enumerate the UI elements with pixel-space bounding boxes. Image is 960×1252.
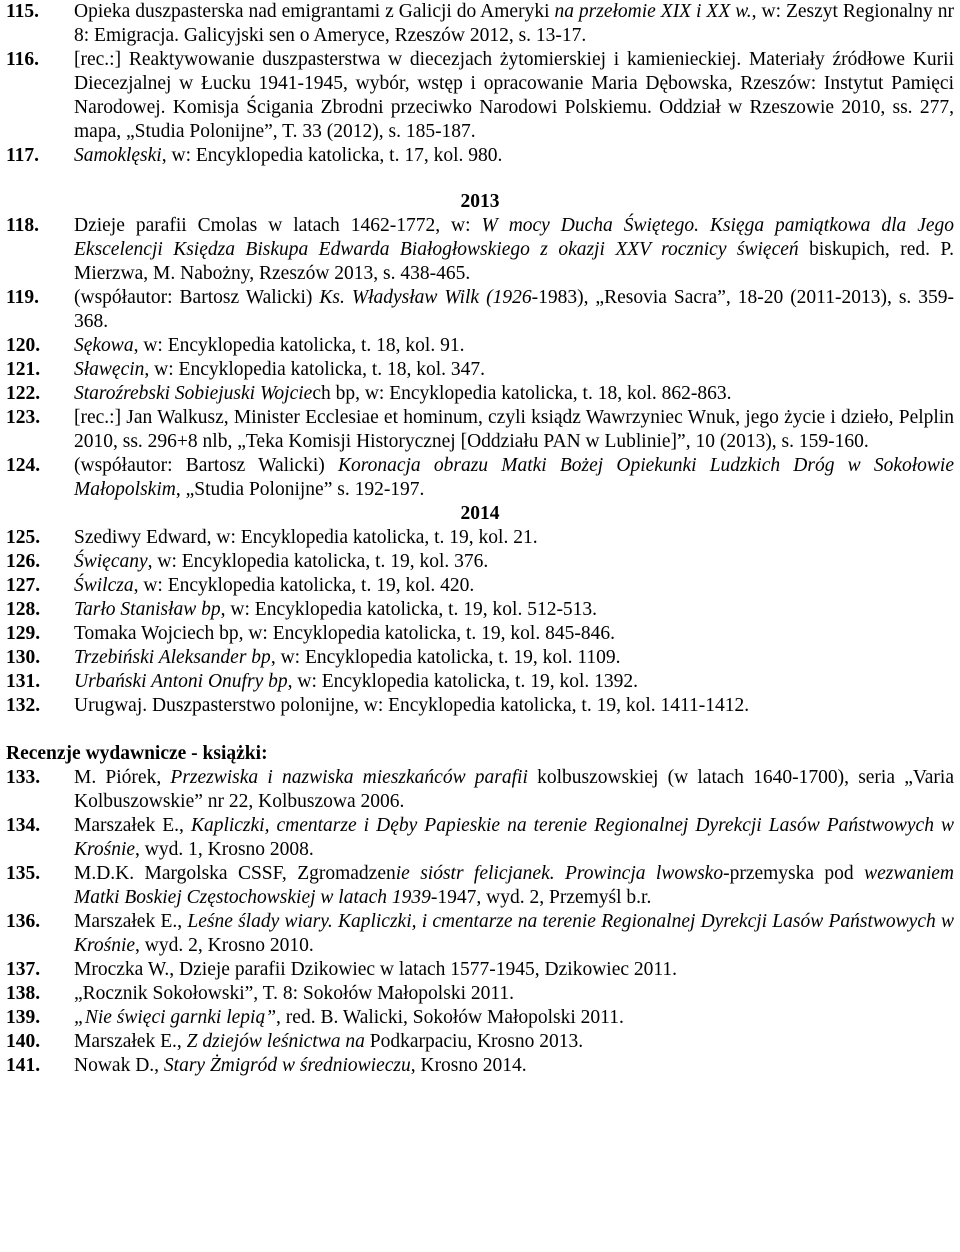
entry-text: , w: Encyklopedia katolicka, t. 17, kol. 980.	[161, 145, 503, 166]
entry-number: 140.	[6, 1031, 41, 1052]
entry-number: 132.	[6, 695, 41, 716]
reviews-heading: Recenzje wydawnicze - książki:	[6, 743, 268, 764]
entry-text: biskupich, red. P. Mierzwa, M. Nabożny, Rzeszów 2013, s. 438-465.	[74, 239, 954, 284]
entry-italic-text: Tarło Stanisław bp	[74, 599, 221, 620]
bibliography-entry	[6, 48, 954, 144]
bibliography-entry	[6, 622, 954, 646]
entry-text: Tomaka Wojciech bp, w: Encyklopedia katolicka, t. 19, kol. 845-846.	[74, 623, 615, 644]
entry-text: , w: Encyklopedia katolicka, t. 19, kol. 512-513.	[220, 599, 598, 620]
bibliography-entry	[6, 670, 954, 694]
entry-italic-text: Przezwiska i nazwiska mieszkańców parafii	[170, 767, 538, 788]
bibliography-entry	[6, 0, 954, 48]
entries-group-d	[6, 766, 954, 1078]
entry-text: , wyd. 1, Krosno 2008.	[135, 839, 314, 860]
entry-italic-text: Leśne ślady wiary. Kapliczki, i cmentarze na terenie Regionalnej Dyrekcji Lasów Państwowych w Krośnie	[74, 911, 954, 956]
year-heading-2013: 2013	[460, 191, 500, 212]
entry-number: 129.	[6, 623, 41, 644]
entry-text: Dzieje parafii Cmolas w latach 1462-1772, w:	[74, 215, 482, 236]
entry-number: 121.	[6, 359, 41, 380]
bibliography-entry	[6, 406, 954, 454]
entry-text: Marszałek E.,	[74, 911, 188, 932]
entry-number: 123.	[6, 407, 41, 428]
entry-italic-text: Z dziejów leśnictwa na	[186, 1031, 370, 1052]
entry-text: Szediwy Edward, w: Encyklopedia katolicka, t. 19, kol. 21.	[74, 527, 538, 548]
entry-number: 134.	[6, 815, 41, 836]
bibliography-entry	[6, 862, 954, 910]
entry-text: M.D.K. Margolska CSSF, Zgromadzen	[74, 863, 396, 884]
entry-italic-text: Samoklęski	[74, 145, 162, 166]
entry-number: 128.	[6, 599, 41, 620]
entry-number: 125.	[6, 527, 41, 548]
entry-number: 124.	[6, 455, 41, 476]
entry-italic-text: Ks. Władysław Wilk (1926	[319, 287, 532, 308]
bibliography-entry	[6, 598, 954, 622]
entry-text: , w: Encyklopedia katolicka, t. 19, kol. 376.	[147, 551, 489, 572]
year-heading-2014: 2014	[460, 503, 500, 524]
entry-italic-text: Kapliczki, cmentarze i Dęby Papieskie na terenie Regionalnej Dyrekcji Lasów Państwowych w Krośnie	[74, 815, 954, 860]
entry-italic-text: „Nie święci garnki lepią”	[74, 1007, 277, 1028]
entry-text: [rec.:] Jan Walkusz, Minister Ecclesiae et hominum, czyli ksiądz Wawrzyniec Wnuk, jego życie i dzieło, Pelplin 2010, ss. 296+8 nlb, „Teka Komisji Historycznej [Oddziału PAN w Lublinie]”, 10 (2013), s. 159-160.	[74, 407, 954, 452]
entry-number: 138.	[6, 983, 41, 1004]
entry-italic-text: Stary Żmigród w średniowieczu	[163, 1055, 411, 1076]
entry-number: 137.	[6, 959, 41, 980]
entry-italic-text: wezwaniem Matki Boskiej Częstochowskiej w latach 1939	[74, 863, 954, 908]
entry-italic-text: W mocy Ducha Świętego. Księga pamiątkowa dla Jego Ekscelencji Księdza Biskupa Edwarda Białogłowskiego z okazji XXV rocznicy święceń	[74, 215, 955, 260]
entry-text: -1983), „Resovia Sacra”, 18-20 (2011-2013), s. 359-368.	[74, 287, 955, 332]
entry-number: 139.	[6, 1007, 41, 1028]
entry-text: [rec.:] Reaktywowanie duszpasterstwa w diecezjach żytomierskiej i kamienieckiej. Materiały źródłowe Kurii Diecezjalnej w Łucku 1941-1945, wybór, wstęp i opracowanie Maria Dębowska, Rzeszów: Instytut Pamięci Narodowej. Komisja Ścigania Zbrodni przeciwko Narodowi Polskiemu. Oddział w Rzeszowie 2010, ss. 277, mapa, „Studia Polonijne”, T. 33 (2012), s. 185-187.	[74, 49, 954, 142]
entries-group-a	[6, 0, 954, 168]
entry-text: , w: Encyklopedia katolicka, t. 19, kol. 1392.	[287, 671, 638, 692]
bibliography-entry	[6, 286, 954, 334]
bibliography-entry	[6, 958, 954, 982]
entry-number: 118.	[6, 215, 40, 236]
entry-italic-text: Świlcza	[74, 575, 134, 596]
entry-number: 133.	[6, 767, 41, 788]
entry-text: , red. B. Walicki, Sokołów Małopolski 2011.	[276, 1007, 624, 1028]
entry-number: 126.	[6, 551, 41, 572]
entry-italic-text: Święcany	[74, 551, 148, 572]
entry-text: , w: Encyklopedia katolicka, t. 19, kol. 420.	[133, 575, 475, 596]
bibliography-entry	[6, 382, 954, 406]
entry-number: 130.	[6, 647, 41, 668]
bibliography-entry	[6, 766, 954, 814]
entry-number: 116.	[6, 49, 40, 70]
entry-number: 120.	[6, 335, 41, 356]
entry-text: -przemyska pod	[723, 863, 865, 884]
entry-italic-text: Sękowa	[74, 335, 134, 356]
bibliography-entry	[6, 454, 954, 502]
entry-text: Urugwaj. Duszpasterstwo polonijne, w: Encyklopedia katolicka, t. 19, kol. 1411-1412.	[74, 695, 750, 716]
entry-text: (współautor: Bartosz Walicki)	[74, 455, 338, 476]
entries-group-c	[6, 526, 954, 718]
entry-text: , w: Encyklopedia katolicka, t. 19, kol. 1109.	[270, 647, 621, 668]
bibliography-entry	[6, 526, 954, 550]
entry-number: 122.	[6, 383, 41, 404]
entry-number: 119.	[6, 287, 40, 308]
entry-text: , w: Encyklopedia katolicka, t. 18, kol. 347.	[144, 359, 486, 380]
bibliography-entry	[6, 1006, 954, 1030]
bibliography-entry	[6, 334, 954, 358]
entry-text: -1947, wyd. 2, Przemyśl b.r.	[430, 887, 652, 908]
entry-number: 141.	[6, 1055, 41, 1076]
entry-text: „Rocznik Sokołowski”, T. 8: Sokołów Małopolski 2011.	[74, 983, 515, 1004]
entry-italic-text: ie sióstr felicjanek. Prowincja lwowsko	[395, 863, 724, 884]
entry-text: ch bp, w: Encyklopedia katolicka, t. 18, kol. 862-863.	[312, 383, 732, 404]
bibliography-entry	[6, 646, 954, 670]
entry-text: , „Studia Polonijne” s. 192-197.	[175, 479, 425, 500]
bibliography-entry	[6, 550, 954, 574]
entry-italic-text: na przełomie XIX i XX w.	[554, 1, 752, 22]
entry-text: Marszałek E.,	[74, 1031, 187, 1052]
entry-italic-text: Sławęcin	[74, 359, 145, 380]
entry-text: Nowak D.,	[74, 1055, 164, 1076]
bibliography-entry	[6, 982, 954, 1006]
entry-number: 115.	[6, 1, 40, 22]
bibliography-entry	[6, 1054, 954, 1078]
entry-number: 127.	[6, 575, 41, 596]
entry-number: 131.	[6, 671, 41, 692]
entry-italic-text: Urbański Antoni Onufry bp	[74, 671, 288, 692]
entry-text: M. Piórek,	[74, 767, 171, 788]
entry-text: Opieka duszpasterska nad emigrantami z Galicji do Ameryki	[74, 1, 555, 22]
entry-italic-text: Trzebiński Aleksander bp	[74, 647, 271, 668]
entries-group-b	[6, 214, 954, 502]
bibliography-entry	[6, 814, 954, 862]
entry-text: , Krosno 2014.	[410, 1055, 527, 1076]
entry-number: 135.	[6, 863, 41, 884]
entry-text: Mroczka W., Dzieje parafii Dzikowiec w latach 1577-1945, Dzikowiec 2011.	[74, 959, 678, 980]
entry-text: Marszałek E.,	[74, 815, 191, 836]
bibliography-entry	[6, 574, 954, 598]
entry-italic-text: Koronacja obrazu Matki Bożej Opiekunki Ludzkich Dróg w Sokołowie Małopolskim	[74, 455, 954, 500]
bibliography-entry	[6, 910, 954, 958]
bibliography-entry	[6, 358, 954, 382]
entry-number: 117.	[6, 145, 40, 166]
entry-text: , w: Zeszyt Regionalny nr 8: Emigracja. Galicyjski sen o Ameryce, Rzeszów 2012, s. 13-17.	[74, 1, 954, 46]
entry-number: 136.	[6, 911, 41, 932]
entry-text: Podkarpaciu, Krosno 2013.	[369, 1031, 584, 1052]
entry-text: , wyd. 2, Krosno 2010.	[135, 935, 314, 956]
bibliography-entry	[6, 694, 954, 718]
entry-text: kolbuszowskiej (w latach 1640-1700), seria „Varia Kolbuszowskie” nr 22, Kolbuszowa 2006.	[74, 767, 954, 812]
entry-text: , w: Encyklopedia katolicka, t. 18, kol. 91.	[133, 335, 465, 356]
bibliography-entry	[6, 144, 954, 168]
entry-text: (współautor: Bartosz Walicki)	[74, 287, 320, 308]
entry-italic-text: Staroźrebski Sobiejuski Wojcie	[74, 383, 313, 404]
bibliography-entry	[6, 1030, 954, 1054]
bibliography-entry	[6, 214, 954, 286]
